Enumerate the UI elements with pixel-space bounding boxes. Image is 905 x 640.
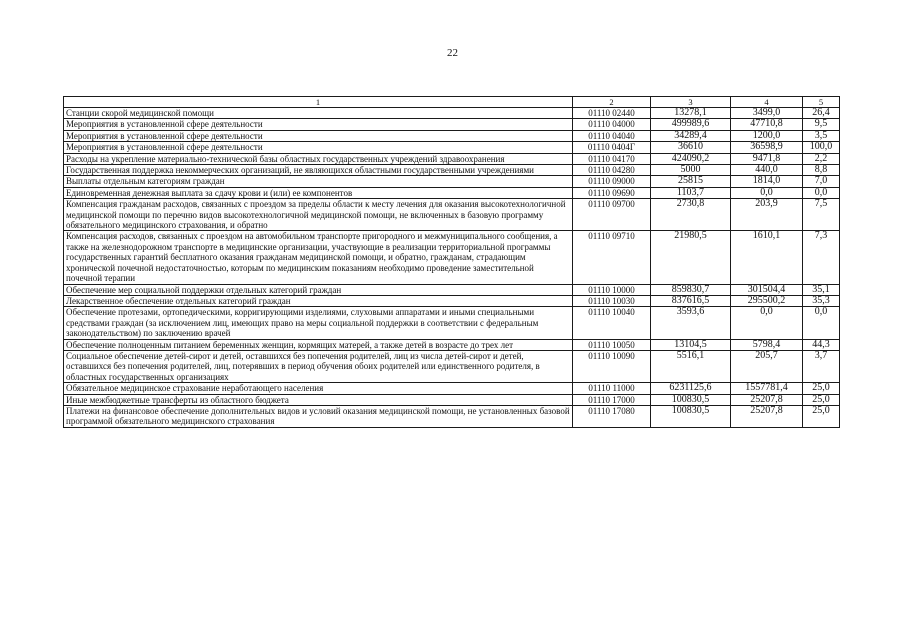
row-code-cell: 01110 10000	[573, 284, 651, 295]
row-code-cell: 01110 04280	[573, 165, 651, 176]
row-plan-value-cell: 499989,6	[651, 119, 731, 130]
row-name-cell: Мероприятия в установленной сфере деятельности	[64, 130, 573, 141]
row-actual-value-cell: 203,9	[731, 199, 803, 231]
table-row	[64, 119, 840, 130]
row-percent-cell: 35,3	[803, 295, 840, 306]
row-plan-value-cell: 13104,5	[651, 339, 731, 350]
row-plan-value-cell: 21980,5	[651, 231, 731, 284]
row-actual-value-cell: 25207,8	[731, 394, 803, 405]
row-plan-value-cell: 3593,6	[651, 307, 731, 339]
row-name-cell: Обязательное медицинское страхование неработающего населения	[64, 383, 573, 394]
table-row	[64, 165, 840, 176]
header-cell-percent: 5	[803, 97, 840, 108]
table-row	[64, 394, 840, 405]
table-row	[64, 176, 840, 187]
row-name-cell: Обеспечение мер социальной поддержки отдельных категорий граждан	[64, 284, 573, 295]
row-code-cell: 01110 09000	[573, 176, 651, 187]
row-code-cell: 01110 04040	[573, 130, 651, 141]
row-actual-value-cell: 295500,2	[731, 295, 803, 306]
row-name-cell: Обеспечение полноценным питанием беременных женщин, кормящих матерей, а также детей в возрасте до трех лет	[64, 339, 573, 350]
row-code-cell: 01110 10090	[573, 350, 651, 382]
row-actual-value-cell: 1557781,4	[731, 383, 803, 394]
row-plan-value-cell: 25815	[651, 176, 731, 187]
row-name-cell: Обеспечение протезами, ортопедическими, корригирующими изделиями, слуховыми аппаратами и иными специальными средствами граждан (за исключением лиц, имеющих право на меры социальной поддержки в соответствии с федеральным законодательством) по заключению врачей	[64, 307, 573, 339]
row-percent-cell: 25,0	[803, 405, 840, 427]
row-plan-value-cell: 837616,5	[651, 295, 731, 306]
row-name-cell: Мероприятия в установленной сфере деятельности	[64, 142, 573, 153]
table-row	[64, 405, 840, 427]
row-percent-cell: 25,0	[803, 394, 840, 405]
row-name-cell: Государственная поддержка некоммерческих организаций, не являющихся областными государственными учреждениями	[64, 165, 573, 176]
table-header-row	[64, 97, 840, 108]
row-plan-value-cell: 859830,7	[651, 284, 731, 295]
row-plan-value-cell: 1103,7	[651, 187, 731, 198]
row-name-cell: Мероприятия в установленной сфере деятельности	[64, 119, 573, 130]
table-row	[64, 307, 840, 339]
row-actual-value-cell: 9471,8	[731, 153, 803, 164]
row-name-cell: Выплаты отдельным категориям граждан	[64, 176, 573, 187]
row-code-cell: 01110 04000	[573, 119, 651, 130]
row-plan-value-cell: 13278,1	[651, 108, 731, 119]
row-plan-value-cell: 5516,1	[651, 350, 731, 382]
row-code-cell: 01110 17000	[573, 394, 651, 405]
row-code-cell: 01110 17080	[573, 405, 651, 427]
row-name-cell: Лекарственное обеспечение отдельных категорий граждан	[64, 295, 573, 306]
row-percent-cell: 3,7	[803, 350, 840, 382]
row-percent-cell: 8,8	[803, 165, 840, 176]
row-percent-cell: 7,5	[803, 199, 840, 231]
row-code-cell: 01110 0404Г	[573, 142, 651, 153]
row-name-cell: Компенсация расходов, связанных с проездом на автомобильном транспорте пригородного и межмуниципального сообщения, а также на железнодорожном транспорте в медицинские организации, участвующие в реализации территориальной программы государственных гарантий бесплатного оказания гражданам медицинской помощи, и обратно, гражданам, страдающим хронической почечной недостаточностью, которым по медицинским показаниям необходимо проведение заместительной почечной терапии	[64, 231, 573, 284]
row-percent-cell: 35,1	[803, 284, 840, 295]
header-cell-plan: 3	[651, 97, 731, 108]
row-actual-value-cell: 0,0	[731, 307, 803, 339]
row-percent-cell: 0,0	[803, 307, 840, 339]
table-row	[64, 284, 840, 295]
header-cell-actual: 4	[731, 97, 803, 108]
row-actual-value-cell: 301504,4	[731, 284, 803, 295]
row-code-cell: 01110 09700	[573, 199, 651, 231]
row-name-cell: Компенсация гражданам расходов, связанных с проездом за пределы области к месту лечения для оказания высокотехнологичной медицинской помощи по перечню видов высокотехнологичной медицинской помощи, не включенных в базовую программу обязательного медицинского страхования, и обратно	[64, 199, 573, 231]
table-row	[64, 187, 840, 198]
header-cell-name: 1	[64, 97, 573, 108]
row-percent-cell: 7,3	[803, 231, 840, 284]
row-plan-value-cell: 2730,8	[651, 199, 731, 231]
row-plan-value-cell: 36610	[651, 142, 731, 153]
table-row	[64, 383, 840, 394]
row-code-cell: 01110 10050	[573, 339, 651, 350]
row-percent-cell: 44,3	[803, 339, 840, 350]
table-row	[64, 108, 840, 119]
row-name-cell: Иные межбюджетные трансферты из областного бюджета	[64, 394, 573, 405]
row-name-cell: Станции скорой медицинской помощи	[64, 108, 573, 119]
row-plan-value-cell: 424090,2	[651, 153, 731, 164]
page-number: 22	[447, 47, 458, 59]
row-code-cell: 01110 09690	[573, 187, 651, 198]
row-actual-value-cell: 0,0	[731, 187, 803, 198]
row-code-cell: 01110 02440	[573, 108, 651, 119]
row-actual-value-cell: 36598,9	[731, 142, 803, 153]
row-plan-value-cell: 34289,4	[651, 130, 731, 141]
table-row	[64, 339, 840, 350]
row-actual-value-cell: 5798,4	[731, 339, 803, 350]
row-code-cell: 01110 10030	[573, 295, 651, 306]
table-row	[64, 142, 840, 153]
row-code-cell: 01110 04170	[573, 153, 651, 164]
row-actual-value-cell: 47710,8	[731, 119, 803, 130]
table-row	[64, 199, 840, 231]
row-actual-value-cell: 205,7	[731, 350, 803, 382]
row-code-cell: 01110 11000	[573, 383, 651, 394]
row-name-cell: Единовременная денежная выплата за сдачу крови и (или) ее компонентов	[64, 187, 573, 198]
table-row	[64, 231, 840, 284]
table-row	[64, 153, 840, 164]
row-actual-value-cell: 1814,0	[731, 176, 803, 187]
row-percent-cell: 9,5	[803, 119, 840, 130]
row-percent-cell: 25,0	[803, 383, 840, 394]
row-actual-value-cell: 440,0	[731, 165, 803, 176]
row-plan-value-cell: 100830,5	[651, 394, 731, 405]
table-row	[64, 130, 840, 141]
row-percent-cell: 26,4	[803, 108, 840, 119]
row-plan-value-cell: 6231125,6	[651, 383, 731, 394]
row-actual-value-cell: 25207,8	[731, 405, 803, 427]
table-row	[64, 295, 840, 306]
row-percent-cell: 3,5	[803, 130, 840, 141]
row-actual-value-cell: 3499,0	[731, 108, 803, 119]
row-plan-value-cell: 100830,5	[651, 405, 731, 427]
table-row	[64, 350, 840, 382]
row-code-cell: 01110 09710	[573, 231, 651, 284]
row-percent-cell: 2,2	[803, 153, 840, 164]
row-percent-cell: 0,0	[803, 187, 840, 198]
row-name-cell: Социальное обеспечение детей-сирот и детей, оставшихся без попечения родителей, лиц из числа детей-сирот и детей, оставшихся без попечения родителей, лиц, потерявших в период обучения обоих родителей или единственного родителя, в областных государственных организациях	[64, 350, 573, 382]
row-name-cell: Платежи на финансовое обеспечение дополнительных видов и условий оказания медицинской помощи, не установленных базовой программой обязательного медицинского страхования	[64, 405, 573, 427]
header-cell-code: 2	[573, 97, 651, 108]
row-percent-cell: 100,0	[803, 142, 840, 153]
row-plan-value-cell: 5000	[651, 165, 731, 176]
row-percent-cell: 7,0	[803, 176, 840, 187]
row-name-cell: Расходы на укрепление материально-технической базы областных государственных учреждений здравоохранения	[64, 153, 573, 164]
budget-table	[63, 96, 840, 428]
row-actual-value-cell: 1200,0	[731, 130, 803, 141]
row-code-cell: 01110 10040	[573, 307, 651, 339]
row-actual-value-cell: 1610,1	[731, 231, 803, 284]
